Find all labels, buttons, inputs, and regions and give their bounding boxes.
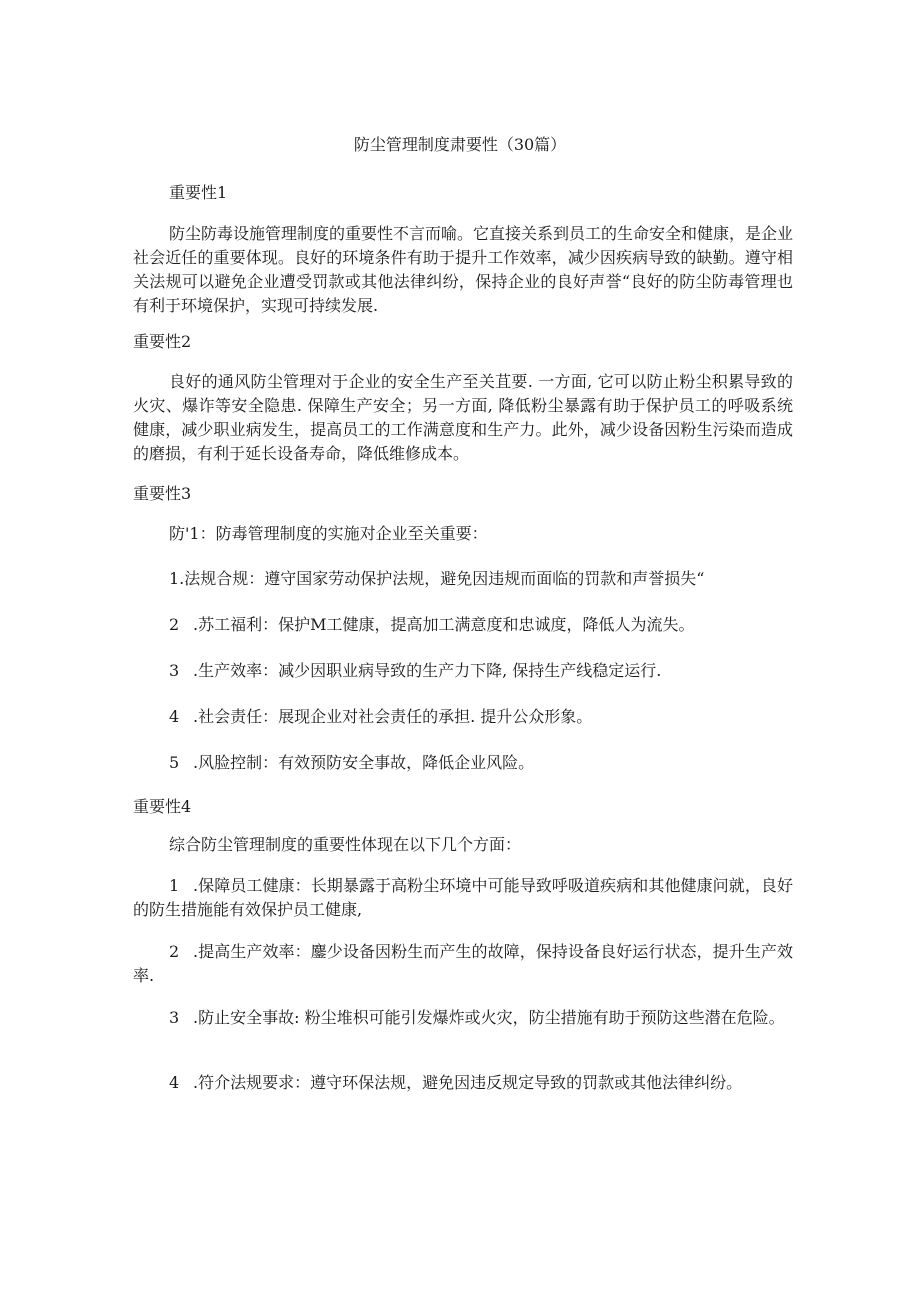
list-item-text: .苏工福利：保护M工健康，提高加工满意度和忠诚度，降低人为流失。 [193,615,695,634]
section-2-paragraph: 良好的通风防尘管理对于企业的安全生产至关苴要. 一方面, 它可以防止粉尘积累导致的火灾、爆诈等安全隐患. 保障生产安全；另一方面, 降低粉尘暴露有助于保护员工的呼吸系统健康，减少职业病发生，提高员工的工作满意度和生产力。此外，减少设备因粉生污染而造成的磨损，有利于延长设备寿命，降低维修成本。 [133,372,793,463]
section-1-paragraph: 防尘防毒设施管理制度的重要性不言而喻。它直接关系到员工的生命安全和健康，是企业社会近任的重要体现。良好的环境条件有助于提升工作效率，减少因疾病导致的缺勤。遵守相关法规可以避免企业遭受罚款或其他法律纠纷，保持企业的良好声誉“良好的防尘防毒管理也有利于环境保护，实现可持续发展. [133,224,794,315]
list-item [133,1006,793,1030]
section-heading-3: 重要性3 [133,484,192,503]
section-4-intro: 综合防尘管理制度的重要性体现在以下几个方面： [169,835,522,854]
section-heading-1: 重要性1 [169,183,228,202]
list-item-text: .保障员工健康：长期暴露于高粉尘环境中可能导致呼吸道疾病和其他健康问就，良好的防生措施能有效保护员工健康, [133,876,793,919]
section-heading-4: 重要性4 [133,797,192,816]
document-title: 防尘管理制度肃要性（30篇） [353,135,567,154]
list-item-number: 4 [169,1073,180,1092]
list-item-number: 2 [169,942,180,961]
list-item-text: 法规合规：遵守国家劳动保护法规，避免因违规而面临的罚款和声誉损失“ [184,569,705,588]
list-item-text: .风脸控制：有效预防安全事故，降低企业风险。 [193,753,535,772]
list-item-number: 1 [169,876,180,895]
list-item [133,940,793,988]
section-heading-2: 重要性2 [133,332,192,351]
list-item-number: 5 [169,753,180,772]
section-3-intro: 防'1：防毒管理制度的实施对企业至关重要： [169,524,488,543]
list-item [169,660,661,682]
list-item-number: 2 [169,615,180,634]
list-item-number: 3 [169,661,180,680]
list-item-text: .符介法规要求：遵守环保法规，避免因违反规定导致的罚款或其他法律纠纷。 [193,1073,743,1092]
list-item [169,706,592,728]
list-item-text: .防止安全事故: 粉尘堆枳可能引发爆炸或火灾，防尘措施有助于预防这些潜在危险。 [193,1008,785,1027]
list-item [169,752,534,774]
list-item-number: 4 [169,707,180,726]
list-item-text: .社会责任：展现企业对社会责任的承担. 提升公众形象。 [193,707,593,726]
list-item-number: 1. [169,569,185,588]
list-item-text: .提高生产效率：鏖少设备因粉生而产生的故障，保持设备良好运行状态，提升生产效率. [133,942,793,985]
list-item [133,874,793,922]
list-item [169,614,694,636]
list-item-text: .生产效率：减少因职业病导致的生产力下降, 保持生产线稳定运行. [193,661,662,680]
list-item-number: 3 [169,1008,180,1027]
list-item [169,1072,742,1094]
list-item [169,568,704,590]
